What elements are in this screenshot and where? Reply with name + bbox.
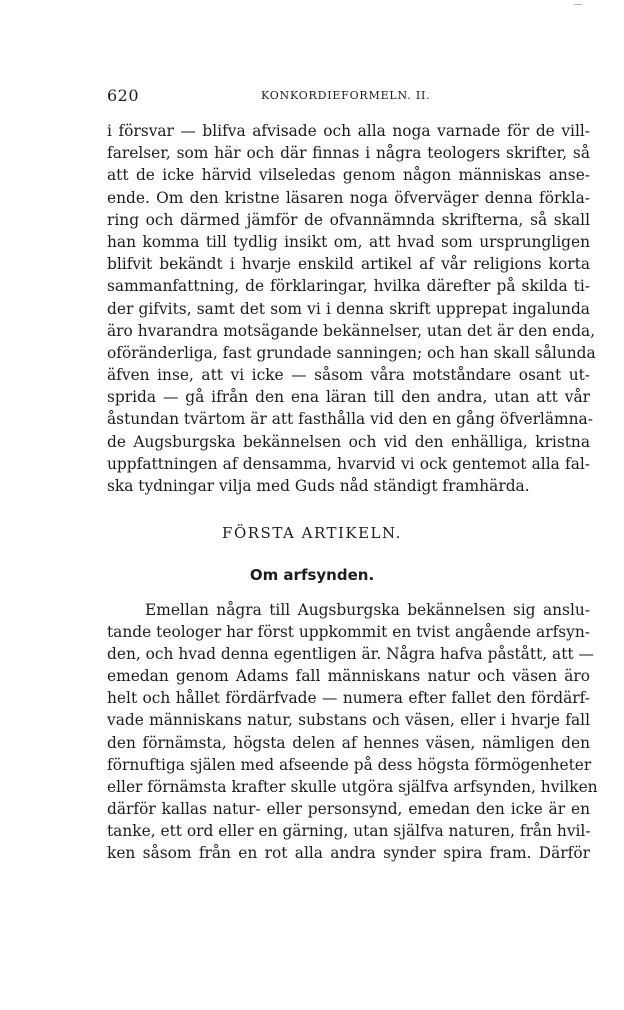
text-line: äfven inse, att vi icke — såsom våra motståndare osant ut- xyxy=(107,366,590,385)
text-line: oföränderliga, fast grundade sanningen; och han skall sålunda xyxy=(107,343,596,362)
text-line: sprida — gå ifrån den ena läran till den andra, utan att vår xyxy=(107,388,590,407)
text-line: den förnämsta, högsta delen af hennes väsen, nämligen den xyxy=(107,733,590,752)
page-number: 620 xyxy=(107,86,140,105)
text-line: ring och därmed jämför de ofvannämnda skrifterna, så skall xyxy=(107,210,590,229)
text-line: äro hvarandra motsägande bekännelser, utan det är den enda, xyxy=(107,321,596,340)
text-line: ken såsom från en rot alla andra synder spira fram. Därför xyxy=(107,844,590,863)
text-line: farelser, som här och där finnas i några teologers skrifter, så xyxy=(107,144,590,163)
running-head: KONKORDIEFORMELN. II. xyxy=(261,89,431,102)
paragraph-intro xyxy=(107,120,596,497)
text-line: åstundan tvärtom är att fasthålla vid den en gång öfverlämna- xyxy=(107,410,593,429)
text-line: därför kallas natur- eller personsynd, emedan den icke är en xyxy=(107,799,590,818)
text-line: tanke, ett ord eller en gärning, utan själfva naturen, från hvil- xyxy=(107,821,591,840)
text-line: den, och hvad denna egentligen är. Några hafva påstått, att — xyxy=(107,645,594,664)
page-header xyxy=(107,86,597,108)
section-title: Om arfsynden. xyxy=(249,566,375,584)
article-title: FÖRSTA ARTIKELN. xyxy=(222,524,402,542)
text-line: emedan genom Adams fall människans natur och väsen äro xyxy=(107,667,590,686)
text-line: der gifvits, samt det som vi i denna skrift upprepat ingalunda xyxy=(107,299,590,318)
scan-mark xyxy=(574,4,582,5)
paragraph-arfsynden xyxy=(107,599,598,864)
text-line: sammanfattning, de förklaringar, hvilka därefter på skilda ti- xyxy=(107,277,590,296)
text-line: han komma till tydlig insikt om, att hvad som ursprungligen xyxy=(107,232,590,251)
text-line: förnuftiga själen med afseende på dess högsta förmögenheter xyxy=(107,755,592,774)
text-line: i försvar — blifva afvisade och alla noga varnade för de vill- xyxy=(107,122,590,140)
text-line: ende. Om den kristne läsaren noga öfverväger denna förkla- xyxy=(107,188,590,207)
text-line: ska tydningar vilja med Guds nåd ständigt framhärda. xyxy=(107,477,530,495)
text-line: att de icke härvid vilseledas genom någon människas anse- xyxy=(107,166,590,185)
text-line: vade människans natur, substans och väsen, eller i hvarje fall xyxy=(107,711,590,730)
text-line: Emellan några till Augsburgska bekännelsen sig anslu- xyxy=(145,601,590,619)
text-line: eller förnämsta krafter skulle utgöra själfva arfsynden, hvilken xyxy=(107,777,598,796)
text-line: blifvit bekändt i hvarje enskild artikel af vår religions korta xyxy=(107,255,590,274)
text-line: helt och hållet fördärfvade — numera efter fallet den fördärf- xyxy=(107,689,590,708)
text-line: de Augsburgska bekännelsen och vid den enhälliga, kristna xyxy=(107,432,590,451)
text-line: uppfattningen af densamma, hvarvid vi ock gentemot alla fal- xyxy=(107,454,590,473)
text-line: tande teologer har först uppkommit en tvist angående arfsyn- xyxy=(107,623,590,642)
